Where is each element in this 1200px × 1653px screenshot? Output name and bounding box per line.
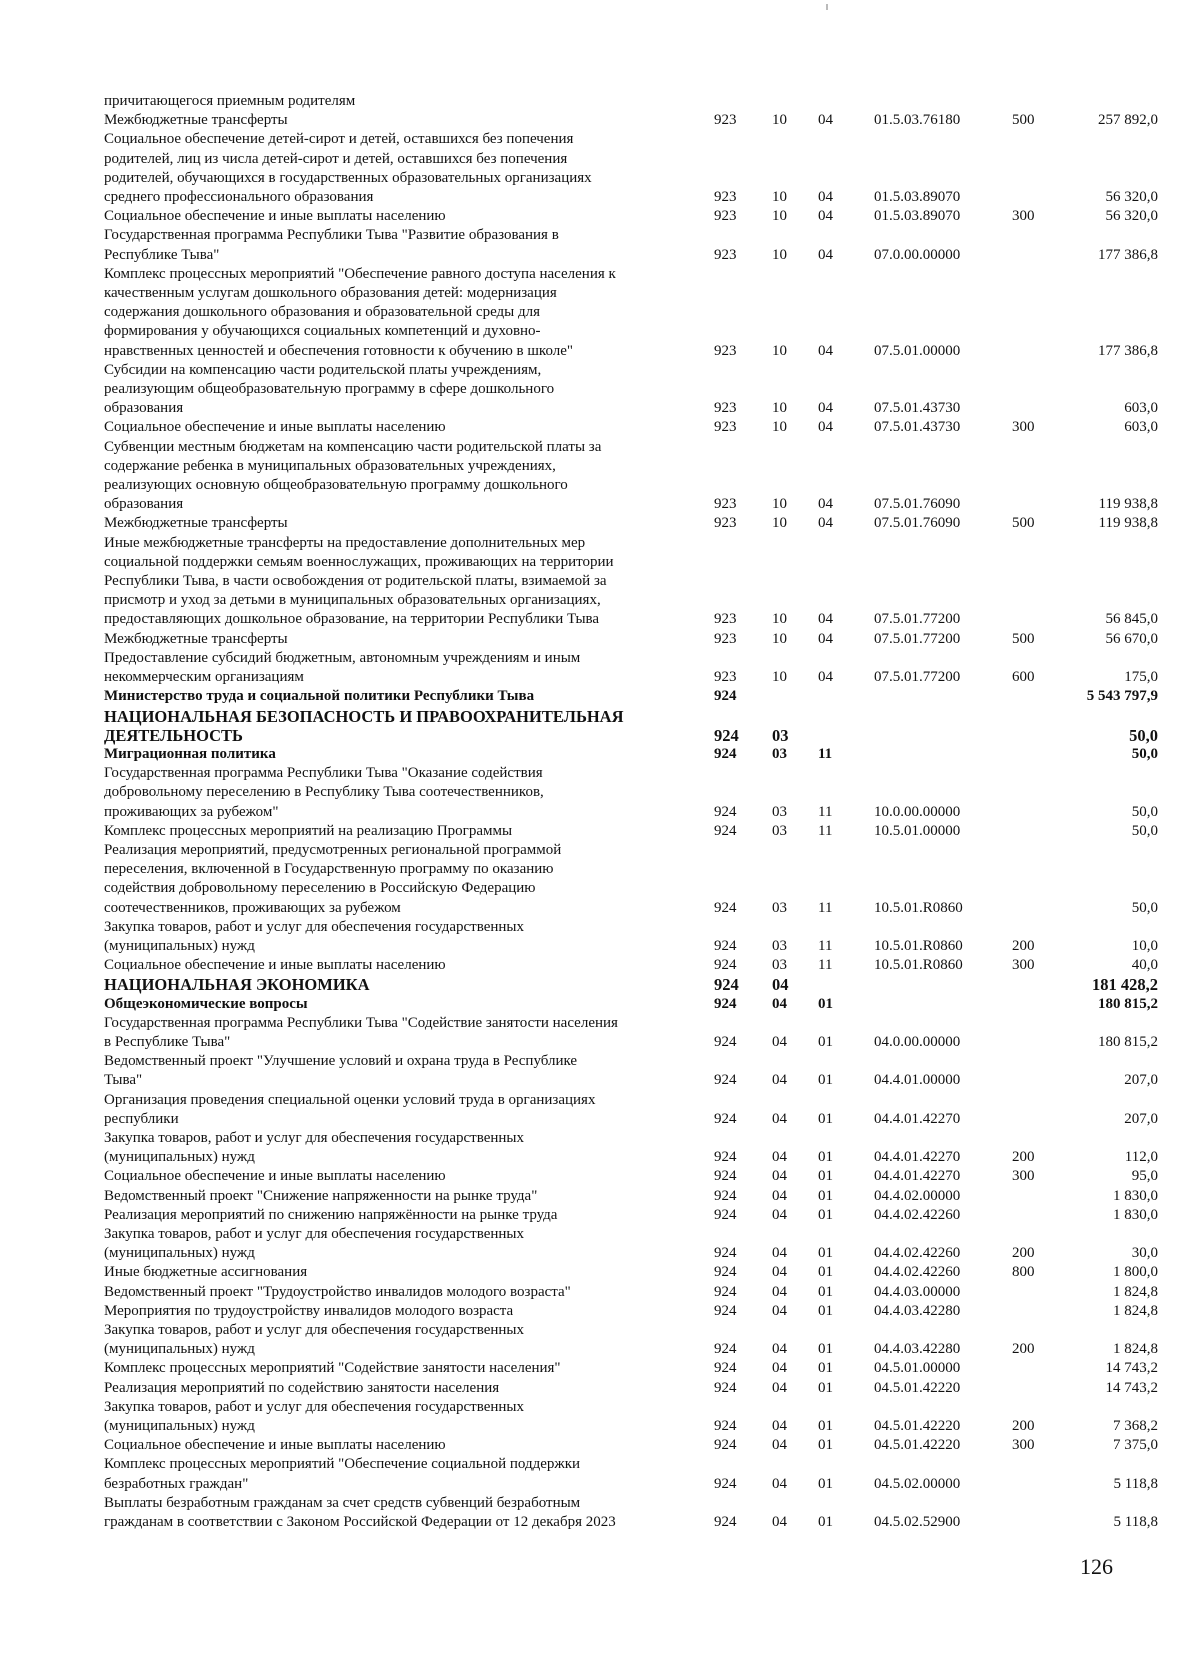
row-rz-code: 04: [772, 1514, 787, 1531]
table-row: [104, 1302, 1158, 1321]
row-csr-code: 04.5.01.42220: [874, 1437, 961, 1454]
row-rz-code: 04: [772, 1072, 787, 1089]
row-gr-code: 924: [714, 745, 737, 762]
row-name: Государственная программа Республики Тыва "Содействие занятости населения в Республике Тыва": [104, 1014, 618, 1050]
row-rz-code: 04: [772, 975, 789, 995]
table-row: [104, 822, 1158, 841]
row-name: Министерство труда и социальной политики Республики Тыва: [104, 688, 535, 705]
row-amount: 177 386,8: [1098, 342, 1158, 359]
row-vr-code: 200: [1012, 1418, 1035, 1435]
row-name: Иные бюджетные ассигнования: [104, 1264, 308, 1281]
row-name: Межбюджетные трансферты: [104, 515, 288, 532]
row-amount: 10,0: [1131, 937, 1158, 954]
row-vr-code: 600: [1012, 669, 1035, 686]
row-gr-code: 924: [714, 937, 737, 954]
row-pr-code: 11: [818, 899, 833, 916]
row-gr-code: 924: [714, 1245, 737, 1262]
row-name: Комплекс процессных мероприятий "Обеспечение социальной поддержки безработных граждан": [104, 1456, 581, 1492]
table-row: [104, 1091, 1158, 1129]
row-csr-code: 04.5.02.52900: [874, 1514, 961, 1531]
row-amount: 1 824,8: [1113, 1302, 1158, 1319]
row-rz-code: 04: [772, 995, 787, 1012]
row-csr-code: 04.4.01.42270: [874, 1110, 961, 1127]
row-rz-code: 04: [772, 1149, 787, 1166]
table-row: [104, 975, 1158, 995]
row-name: Выплаты безработным гражданам за счет средств субвенций безработным гражданам в соответствии с Законом Российской Федерации от 12 декабря 2023: [104, 1494, 616, 1531]
row-gr-code: 924: [714, 1149, 737, 1166]
row-pr-code: 01: [818, 1187, 833, 1204]
row-gr-code: 923: [714, 112, 737, 129]
row-amount: 7 375,0: [1113, 1437, 1158, 1454]
table-row: [104, 764, 1158, 822]
row-amount: 50,0: [1131, 745, 1158, 762]
row-gr-code: 923: [714, 419, 737, 436]
row-csr-code: 07.5.01.76090: [874, 515, 961, 532]
row-pr-code: 04: [818, 208, 833, 225]
page-number: 126: [1080, 1554, 1113, 1579]
row-gr-code: 923: [714, 189, 737, 206]
row-amount: 5 118,8: [1113, 1475, 1158, 1492]
row-name: Межбюджетные трансферты: [104, 112, 288, 129]
row-pr-code: 04: [818, 189, 833, 206]
row-pr-code: 01: [818, 1072, 833, 1089]
row-name: Социальное обеспечение и иные выплаты населению: [104, 1168, 446, 1185]
table-row: [104, 418, 1158, 437]
row-amount: 257 892,0: [1098, 112, 1158, 129]
table-row: [104, 514, 1158, 533]
row-csr-code: 07.5.01.43730: [874, 400, 961, 417]
row-csr-code: 04.4.01.42270: [874, 1149, 961, 1166]
row-gr-code: 924: [714, 1283, 737, 1300]
row-amount: 40,0: [1131, 957, 1158, 974]
table-row: [104, 1436, 1158, 1455]
row-rz-code: 04: [772, 1264, 787, 1281]
table-row: [104, 1455, 1158, 1493]
row-gr-code: 924: [714, 1072, 737, 1089]
table-row: [104, 1052, 1158, 1090]
row-pr-code: 04: [818, 611, 833, 628]
row-rz-code: 10: [772, 400, 787, 417]
table-row: [104, 745, 1158, 764]
row-amount: 56 320,0: [1105, 189, 1158, 206]
row-amount: 180 815,2: [1098, 1033, 1158, 1050]
table-row: [104, 438, 1158, 515]
row-rz-code: 04: [772, 1206, 787, 1223]
row-amount: 56 320,0: [1105, 208, 1158, 225]
row-pr-code: 01: [818, 1283, 833, 1300]
table-row: [104, 1206, 1158, 1225]
row-pr-code: 11: [818, 822, 833, 839]
row-gr-code: 924: [714, 957, 737, 974]
row-csr-code: 04.4.01.00000: [874, 1072, 961, 1089]
row-rz-code: 04: [772, 1379, 787, 1396]
table-row: [104, 1379, 1158, 1398]
row-name: Закупка товаров, работ и услуг для обеспечения государственных (муниципальных) нужд: [104, 918, 525, 954]
row-amount: 112,0: [1124, 1149, 1158, 1166]
row-rz-code: 10: [772, 112, 787, 129]
row-name: Государственная программа Республики Тыва "Развитие образования в Республике Тыва": [104, 227, 559, 263]
row-csr-code: 10.0.00.00000: [874, 803, 961, 820]
row-name: Закупка товаров, работ и услуг для обеспечения государственных (муниципальных) нужд: [104, 1225, 525, 1262]
row-csr-code: 07.5.01.77200: [874, 630, 961, 647]
row-amount: 50,0: [1131, 822, 1158, 839]
row-name: НАЦИОНАЛЬНАЯ БЕЗОПАСНОСТЬ И ПРАВООХРАНИТЕЛЬНАЯ ДЕЯТЕЛЬНОСТЬ: [104, 706, 624, 745]
row-gr-code: 924: [714, 1437, 737, 1454]
row-pr-code: 01: [818, 1264, 833, 1281]
row-name: Мероприятия по трудоустройству инвалидов молодого возраста: [104, 1302, 514, 1319]
row-pr-code: 01: [818, 1514, 833, 1531]
row-rz-code: 10: [772, 189, 787, 206]
row-name: Социальное обеспечение и иные выплаты населению: [104, 208, 446, 225]
row-name: НАЦИОНАЛЬНАЯ ЭКОНОМИКА: [104, 975, 370, 995]
row-csr-code: 04.5.01.42220: [874, 1418, 961, 1435]
row-csr-code: 10.5.01.R0860: [874, 937, 963, 954]
row-amount: 95,0: [1131, 1168, 1158, 1185]
row-amount: 14 743,2: [1105, 1360, 1158, 1377]
row-gr-code: 924: [714, 1302, 737, 1319]
row-amount: 1 824,8: [1113, 1341, 1158, 1358]
row-pr-code: 04: [818, 496, 833, 513]
row-rz-code: 10: [772, 669, 787, 686]
row-name: Закупка товаров, работ и услуг для обеспечения государственных (муниципальных) нужд: [104, 1398, 525, 1435]
row-csr-code: 04.4.03.42280: [874, 1302, 961, 1319]
row-pr-code: 11: [818, 803, 833, 820]
row-rz-code: 04: [772, 1475, 787, 1492]
row-amount: 207,0: [1124, 1110, 1158, 1127]
row-csr-code: 10.5.01.00000: [874, 822, 961, 839]
row-rz-code: 10: [772, 342, 787, 359]
row-pr-code: 04: [818, 112, 833, 129]
row-rz-code: 04: [772, 1302, 787, 1319]
row-csr-code: 04.4.02.42260: [874, 1206, 961, 1223]
row-csr-code: 04.4.02.00000: [874, 1187, 961, 1204]
row-vr-code: 300: [1012, 208, 1035, 225]
row-vr-code: 300: [1012, 1437, 1035, 1454]
row-gr-code: 924: [714, 1514, 737, 1531]
row-vr-code: 200: [1012, 937, 1035, 954]
row-rz-code: 04: [772, 1360, 787, 1377]
table-row: [104, 1398, 1158, 1436]
row-gr-code: 923: [714, 246, 737, 263]
row-gr-code: 923: [714, 400, 737, 417]
row-csr-code: 01.5.03.89070: [874, 189, 961, 206]
table-row: [104, 226, 1158, 264]
row-amount: 119 938,8: [1098, 515, 1158, 532]
row-rz-code: 10: [772, 496, 787, 513]
table-row: [104, 687, 1158, 706]
row-name: Реализация мероприятий по содействию занятости населения: [104, 1379, 500, 1396]
row-rz-code: 03: [772, 822, 787, 839]
row-gr-code: 924: [714, 1110, 737, 1127]
row-name: Межбюджетные трансферты: [104, 630, 288, 647]
row-name: Закупка товаров, работ и услуг для обеспечения государственных (муниципальных) нужд: [104, 1322, 525, 1358]
row-csr-code: 07.5.01.77200: [874, 669, 961, 686]
row-rz-code: 10: [772, 208, 787, 225]
table-row: [104, 534, 1158, 630]
row-amount: 56 670,0: [1105, 630, 1158, 647]
row-amount: 177 386,8: [1098, 246, 1158, 263]
row-gr-code: 923: [714, 611, 737, 628]
row-name: Субсидии на компенсацию части родительской платы учреждениям, реализующим общеобразовательную программу в сфере дошкольного образования: [104, 361, 555, 417]
row-name: Субвенции местным бюджетам на компенсацию части родительской платы за содержание ребенка в муниципальных образовательных учреждениях, реализующих основную общеобразовательную программу дошкольного образования: [104, 438, 602, 513]
row-vr-code: 200: [1012, 1341, 1035, 1358]
row-gr-code: 923: [714, 496, 737, 513]
row-name: Социальное обеспечение и иные выплаты населению: [104, 419, 446, 436]
row-pr-code: 01: [818, 1379, 833, 1396]
row-rz-code: 04: [772, 1437, 787, 1454]
row-pr-code: 01: [818, 1302, 833, 1319]
row-gr-code: 924: [714, 1187, 737, 1204]
row-gr-code: 923: [714, 669, 737, 686]
row-pr-code: 01: [818, 1475, 833, 1492]
row-pr-code: 04: [818, 400, 833, 417]
row-name: Ведомственный проект "Трудоустройство инвалидов молодого возраста": [104, 1283, 571, 1300]
row-name: Миграционная политика: [104, 745, 276, 762]
row-rz-code: 03: [772, 803, 787, 820]
table-row: [104, 111, 1158, 130]
row-vr-code: 500: [1012, 112, 1035, 129]
row-amount: 7 368,2: [1113, 1418, 1158, 1435]
row-name: Комплекс процессных мероприятий на реализацию Программы: [104, 822, 513, 839]
row-vr-code: 300: [1012, 957, 1035, 974]
row-gr-code: 923: [714, 342, 737, 359]
row-amount: 14 743,2: [1105, 1379, 1158, 1396]
row-amount: 50,0: [1131, 899, 1158, 916]
row-pr-code: 01: [818, 1341, 833, 1358]
table-row: [104, 1129, 1158, 1167]
row-csr-code: 07.5.01.76090: [874, 496, 961, 513]
budget-table: [104, 92, 1158, 1532]
table-row: [104, 1283, 1158, 1302]
row-gr-code: 924: [714, 822, 737, 839]
row-pr-code: 01: [818, 995, 833, 1012]
row-name: Организация проведения специальной оценки условий труда в организациях республики: [104, 1091, 596, 1127]
row-name: причитающегося приемным родителям: [104, 93, 356, 109]
row-pr-code: 01: [818, 1168, 833, 1185]
row-rz-code: 03: [772, 899, 787, 916]
row-amount: 56 845,0: [1105, 611, 1158, 628]
row-csr-code: 04.5.01.42220: [874, 1379, 961, 1396]
row-amount: 181 428,2: [1092, 975, 1158, 995]
row-rz-code: 04: [772, 1187, 787, 1204]
row-name: Ведомственный проект "Снижение напряженности на рынке труда": [104, 1187, 538, 1204]
table-row: [104, 1263, 1158, 1282]
row-vr-code: 200: [1012, 1149, 1035, 1166]
row-name: Социальное обеспечение детей-сирот и детей, оставшихся без попечения родителей, лиц из числа детей-сирот и детей, оставшихся без попечения родителей, обучающихся в государственных образовательных организациях среднего профессионального образования: [104, 131, 592, 206]
row-amount: 50,0: [1129, 725, 1158, 745]
row-pr-code: 01: [818, 1110, 833, 1127]
row-name: Комплекс процессных мероприятий "Обеспечение равного доступа населения к качественным услугам дошкольного образования детей: модернизация содержания дошкольного образования и образовательной среды для формирования у обучающихся социальных компетенций и духовно- нравственных ценностей и обеспечения готовности к обучению в школе": [104, 265, 616, 359]
row-rz-code: 10: [772, 611, 787, 628]
row-rz-code: 03: [772, 937, 787, 954]
row-gr-code: 924: [714, 803, 737, 820]
row-vr-code: 200: [1012, 1245, 1035, 1262]
row-name: Иные межбюджетные трансферты на предоставление дополнительных мер социальной поддержки семьям военнослужащих, проживающих на территории Республики Тыва, в части освобождения от родительской платы, взимаемой за присмотр и уход за детьми в муниципальных образовательных организациях, предоставляющих дошкольное образование, на территории Республики Тыва: [104, 534, 614, 628]
row-name: Социальное обеспечение и иные выплаты населению: [104, 1437, 446, 1454]
row-amount: 180 815,2: [1098, 995, 1158, 1012]
row-gr-code: 924: [714, 899, 737, 916]
row-pr-code: 11: [818, 745, 833, 762]
row-rz-code: 10: [772, 246, 787, 263]
row-rz-code: 10: [772, 419, 787, 436]
table-row: [104, 92, 1154, 111]
row-pr-code: 04: [818, 669, 833, 686]
row-amount: 1 830,0: [1113, 1187, 1158, 1204]
row-csr-code: 04.4.03.00000: [874, 1283, 961, 1300]
row-amount: 207,0: [1124, 1072, 1158, 1089]
row-amount: 603,0: [1124, 400, 1158, 417]
row-csr-code: 04.0.00.00000: [874, 1033, 961, 1050]
table-row: [104, 995, 1158, 1014]
row-gr-code: 924: [714, 1360, 737, 1377]
row-name: Ведомственный проект "Улучшение условий и охрана труда в Республике Тыва": [104, 1053, 578, 1089]
row-pr-code: 04: [818, 342, 833, 359]
row-pr-code: 01: [818, 1360, 833, 1377]
row-csr-code: 04.5.02.00000: [874, 1475, 961, 1492]
row-rz-code: 04: [772, 1245, 787, 1262]
row-rz-code: 03: [772, 745, 787, 762]
row-csr-code: 04.4.02.42260: [874, 1264, 961, 1281]
row-gr-code: 924: [714, 688, 737, 705]
table-row: [104, 630, 1158, 649]
row-vr-code: 500: [1012, 630, 1035, 647]
row-csr-code: 07.0.00.00000: [874, 246, 961, 263]
row-amount: 175,0: [1124, 669, 1158, 686]
row-amount: 119 938,8: [1098, 496, 1158, 513]
row-amount: 5 543 797,9: [1086, 688, 1158, 705]
row-csr-code: 07.5.01.43730: [874, 419, 961, 436]
row-pr-code: 01: [818, 1206, 833, 1223]
row-csr-code: 10.5.01.R0860: [874, 899, 963, 916]
row-pr-code: 01: [818, 1033, 833, 1050]
table-row: [104, 361, 1158, 419]
row-name: Предоставление субсидий бюджетным, автономным учреждениям и иным некоммерческим организациям: [104, 649, 581, 686]
row-gr-code: 924: [714, 1475, 737, 1492]
table-row: [104, 918, 1158, 956]
row-rz-code: 04: [772, 1110, 787, 1127]
table-row: [104, 1321, 1158, 1359]
row-csr-code: 04.4.01.42270: [874, 1168, 961, 1185]
row-csr-code: 10.5.01.R0860: [874, 957, 963, 974]
row-csr-code: 01.5.03.76180: [874, 112, 961, 129]
row-amount: 603,0: [1124, 419, 1158, 436]
row-gr-code: 924: [714, 1341, 737, 1358]
row-pr-code: 01: [818, 1149, 833, 1166]
row-gr-code: 924: [714, 1379, 737, 1396]
row-name: Комплекс процессных мероприятий "Содействие занятости населения": [104, 1360, 561, 1377]
row-csr-code: 07.5.01.77200: [874, 611, 961, 628]
row-pr-code: 11: [818, 937, 833, 954]
row-gr-code: 924: [714, 1264, 737, 1281]
row-name: Государственная программа Республики Тыва "Оказание содействия добровольному переселению в Республику Тыва соотечественников, проживающих за рубежом": [104, 765, 544, 820]
table-row: [104, 706, 1158, 745]
row-rz-code: 04: [772, 1168, 787, 1185]
row-csr-code: 04.4.02.42260: [874, 1245, 961, 1262]
table-row: [104, 265, 1158, 361]
row-vr-code: 300: [1012, 1168, 1035, 1185]
row-gr-code: 924: [714, 1206, 737, 1223]
row-amount: 1 824,8: [1113, 1283, 1158, 1300]
row-name: Реализация мероприятий, предусмотренных региональной программой переселения, включенной в Государственную программу по оказанию содействия добровольному переселению в Российскую Федерацию соотечественников, проживающих за рубежом: [104, 841, 562, 916]
row-amount: 50,0: [1131, 803, 1158, 820]
row-rz-code: 04: [772, 1418, 787, 1435]
row-name: Реализация мероприятий по снижению напряжённости на рынке труда: [104, 1206, 558, 1223]
row-csr-code: 01.5.03.89070: [874, 208, 961, 225]
row-pr-code: 04: [818, 515, 833, 532]
row-amount: 5 118,8: [1113, 1514, 1158, 1531]
row-amount: 1 830,0: [1113, 1206, 1158, 1223]
row-amount: 1 800,0: [1113, 1264, 1158, 1281]
row-pr-code: 04: [818, 630, 833, 647]
row-csr-code: 04.4.03.42280: [874, 1341, 961, 1358]
row-gr-code: 923: [714, 208, 737, 225]
row-pr-code: 04: [818, 419, 833, 436]
row-rz-code: 04: [772, 1341, 787, 1358]
row-vr-code: 800: [1012, 1264, 1035, 1281]
table-row: [104, 649, 1158, 687]
table-row: [104, 1494, 1158, 1532]
row-rz-code: 10: [772, 630, 787, 647]
row-name: Общеэкономические вопросы: [104, 995, 308, 1012]
row-csr-code: 04.5.01.00000: [874, 1360, 961, 1377]
row-pr-code: 01: [818, 1245, 833, 1262]
row-gr-code: 923: [714, 630, 737, 647]
row-csr-code: 07.5.01.00000: [874, 342, 961, 359]
row-rz-code: 10: [772, 515, 787, 532]
table-row: [104, 956, 1158, 975]
row-gr-code: 923: [714, 515, 737, 532]
row-gr-code: 924: [714, 1418, 737, 1435]
row-gr-code: 924: [714, 725, 739, 745]
row-rz-code: 04: [772, 1283, 787, 1300]
scan-mark: [826, 4, 828, 10]
table-row: [104, 1187, 1158, 1206]
row-gr-code: 924: [714, 1033, 737, 1050]
row-gr-code: 924: [714, 995, 737, 1012]
row-rz-code: 04: [772, 1033, 787, 1050]
row-gr-code: 924: [714, 1168, 737, 1185]
table-row: [104, 1225, 1158, 1263]
row-pr-code: 01: [818, 1418, 833, 1435]
table-row: [104, 1359, 1158, 1378]
row-pr-code: 11: [818, 957, 833, 974]
row-vr-code: 300: [1012, 419, 1035, 436]
row-pr-code: 04: [818, 246, 833, 263]
table-row: [104, 130, 1158, 207]
row-rz-code: 03: [772, 725, 789, 745]
row-gr-code: 924: [714, 975, 739, 995]
table-row: [104, 1014, 1158, 1052]
row-pr-code: 01: [818, 1437, 833, 1454]
row-rz-code: 03: [772, 957, 787, 974]
row-amount: 30,0: [1131, 1245, 1158, 1262]
row-name: Закупка товаров, работ и услуг для обеспечения государственных (муниципальных) нужд: [104, 1129, 525, 1166]
row-name: Социальное обеспечение и иные выплаты населению: [104, 957, 446, 974]
table-row: [104, 841, 1158, 918]
table-row: [104, 207, 1158, 226]
row-vr-code: 500: [1012, 515, 1035, 532]
table-row: [104, 1167, 1158, 1186]
